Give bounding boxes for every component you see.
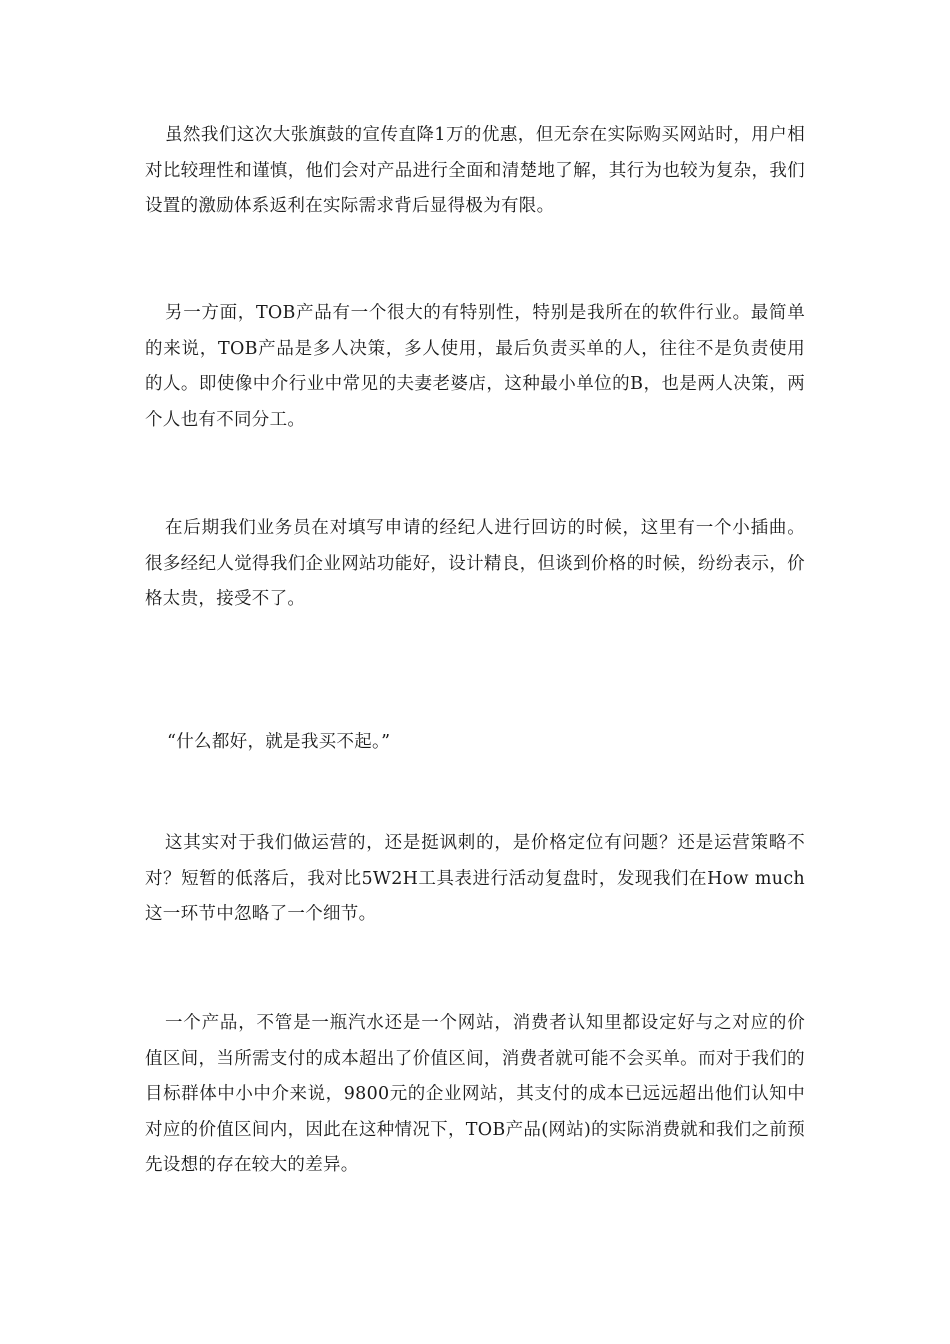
quote-paragraph: “什么都好，就是我买不起。”	[167, 732, 391, 752]
paragraph-5: 这其实对于我们做运营的，还是挺讽刺的，是价格定位有问题？还是运营策略不对？短暂的低落后，我对比5W2H工具表进行活动复盘时，发现我们在How much这一环节中忽略了一个细节。	[145, 833, 805, 924]
paragraph-3: 在后期我们业务员在对填写申请的经纪人进行回访的时候，这里有一个小插曲。很多经纪人觉得我们企业网站功能好，设计精良，但谈到价格的时候，纷纷表示，价格太贵，接受不了。	[145, 518, 805, 609]
paragraph-6: 一个产品，不管是一瓶汽水还是一个网站，消费者认知里都设定好与之对应的价值区间，当所需支付的成本超出了价值区间，消费者就可能不会买单。而对于我们的目标群体中小中介来说，9800元的企业网站，其支付的成本已远远超出他们认知中对应的价值区间内，因此在这种情况下，TOB产品(网站)的实际消费就和我们之前预先设想的存在较大的差异。	[145, 1013, 805, 1175]
paragraph-1: 虽然我们这次大张旗鼓的宣传直降1万的优惠，但无奈在实际购买网站时，用户相对比较理性和谨慎，他们会对产品进行全面和清楚地了解，其行为也较为复杂，我们设置的激励体系返利在实际需求背后显得极为有限。	[145, 125, 805, 216]
paragraph-2: 另一方面，TOB产品有一个很大的有特别性，特别是我所在的软件行业。最简单的来说，TOB产品是多人决策，多人使用，最后负责买单的人，往往不是负责使用的人。即使像中介行业中常见的夫妻老婆店，这种最小单位的B，也是两人决策，两个人也有不同分工。	[145, 303, 805, 430]
